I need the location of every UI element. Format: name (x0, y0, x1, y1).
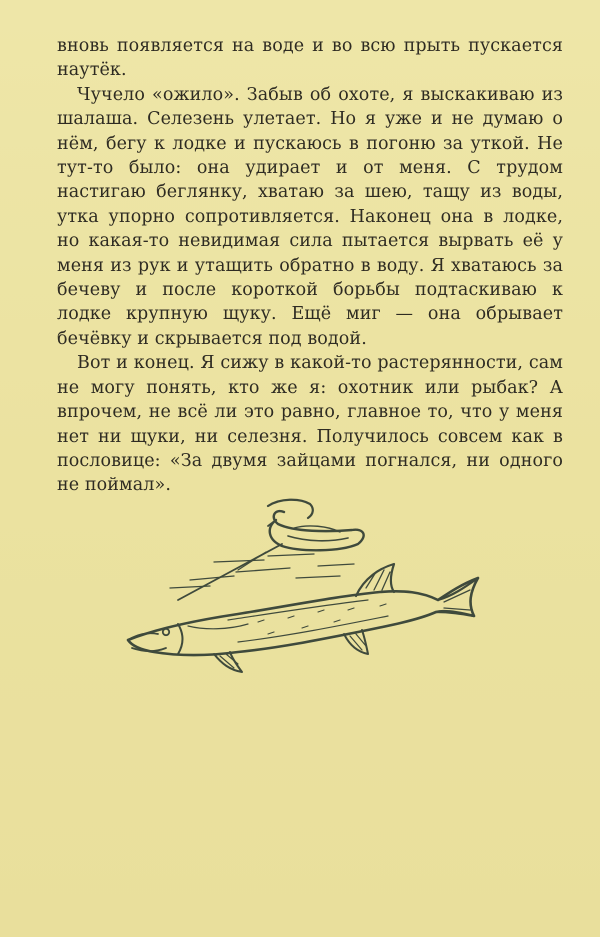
paragraph-ending: Вот и конец. Я сижу в какой-то растерянности, сам не могу понять, кто же я: охотник или рыбак? А впрочем, не всё ли это равно, главное то, что у меня нет ни щуки, ни селезня. Получилось совсем как в пословице: «За двумя зайцами погнался, ни одного не поймал». (57, 353, 563, 496)
paragraph-continuation: вновь появляется на воде и во всю прыть пускается наутёк. (57, 36, 563, 81)
pike-and-duck-decoy-icon (118, 492, 490, 684)
pike-fish-icon (128, 564, 478, 672)
paragraph-decoy: Чучело «ожило». Забыв об охоте, я выскакиваю из шалаша. Селезень улетает. Но я уже и не думаю о нём, бегу к лодке и пускаюсь в погоню за уткой. Не тут-то было: она удирает и от меня. С трудом настигаю беглянку, хватаю за шею, тащу из воды, утка упорно сопротивляется. Наконец она в лодке, но какая-то невидимая сила пытается вырвать её у меня из рук и утащить обратно в воду. Я хватаюсь за бечеву и после короткой борьбы подтаскиваю к лодке крупную щуку. Ещё миг — она обрывает бечёвку и скрывается под водой. (57, 84, 563, 349)
water-ripple-icon (170, 554, 354, 588)
duck-decoy-icon (268, 500, 364, 551)
page-text (57, 34, 563, 498)
